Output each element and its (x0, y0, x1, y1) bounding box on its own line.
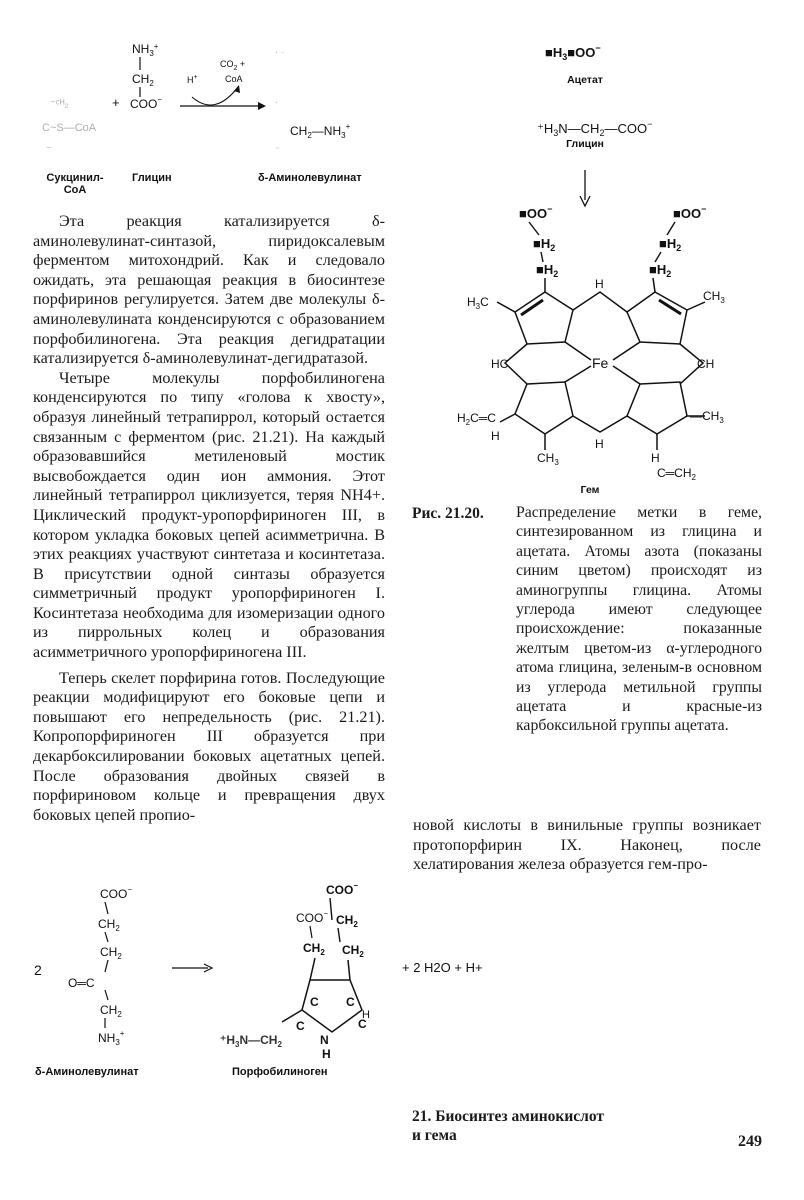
svg-text:H2C═C: $H_2C═C$ (457, 411, 496, 427)
label-aminolevulinate: δ-Аминолевулинат (258, 172, 362, 184)
glycine-label: Глицин (566, 138, 604, 150)
svg-text:COO−: COO− (326, 881, 359, 897)
svg-text:CH2: $CH_2$ (303, 941, 325, 957)
svg-text:H: H (595, 437, 604, 451)
svg-text:HC: HC (491, 357, 509, 371)
svg-text:H: H (595, 277, 604, 291)
label-ala-bottom: δ-Аминолевулинат (35, 1066, 139, 1078)
heme-label: Гем (580, 484, 600, 496)
svg-text:N: N (320, 1033, 329, 1047)
svg-text:H3C: $H_3C$ (467, 295, 489, 311)
svg-text:⁺H3N—CH2—COO−: $^+H_3N—CH_2—COO^-$ (537, 119, 653, 138)
svg-text:H: H (651, 451, 660, 465)
svg-text:■H2: $■H_2$ (649, 262, 672, 279)
svg-text:H+: H+ (187, 74, 198, 85)
svg-text:C═CH2: $C═CH_2$ (657, 466, 696, 482)
svg-text:COO−: COO− (100, 885, 133, 901)
acetate-label: Ацетат (567, 74, 603, 86)
succinyl-coa-faded-structure (42, 98, 97, 156)
reaction-porphobilinogen (20, 880, 520, 1080)
chapter-title (412, 1107, 604, 1145)
svg-text:CH2: $CH_2$ (342, 943, 364, 959)
svg-text:CoA: CoA (225, 74, 243, 84)
svg-text:CH2: $CH_2$ (100, 1003, 122, 1019)
svg-text:■H2: $■H_2$ (533, 236, 556, 253)
paragraph-3: Теперь скелет порфирина готов. Последующие реакции модифицируют его боковые цепи и повышают его непредельность (рис. 21.21). Копропорфириноген III образуется при декарбоксилировании боковых ацетатных цепей. После образования двойных связей в порфириновом кольце и превращения двух боковых цепей пропио- (33, 668, 385, 824)
svg-text:⁺H3N—CH2: $^+H_3N—CH_2$ (220, 1033, 282, 1049)
reaction2-scheme (20, 880, 520, 1080)
heme-structure-diagram (405, 30, 795, 500)
svg-text:C: C (310, 995, 319, 1009)
svg-text:■H2: $■H_2$ (659, 236, 682, 253)
svg-text:COO−: COO− (296, 909, 329, 925)
svg-text:CH2: $CH_2$ (132, 72, 154, 88)
label-succinyl-coa: Сукцинил- CoA (46, 172, 104, 196)
left-column-text (33, 212, 385, 825)
svg-text:■OO−: ■OO− (519, 204, 553, 221)
svg-text:⁻: ⁻ (275, 145, 281, 156)
svg-text:⁻ᶜᴴ₂: ⁻ᶜᴴ₂ (50, 98, 69, 110)
right-paragraph: новой кислоты в винильные группы возникает протопорфирин IX. Наконец, после хелатирования железа образуется гем-про- (413, 816, 761, 874)
acetate-formula-graphic: $■H_3■OO^-$ (545, 43, 601, 62)
figure-caption-number: Рис. 21.20. (412, 505, 484, 522)
svg-text:CH2: $CH_2$ (98, 917, 120, 933)
svg-text:· ·: · · (275, 47, 285, 58)
svg-text:CH2: $CH_2$ (100, 945, 122, 961)
svg-text:C~S—CoA: C~S—CoA (42, 122, 97, 134)
paragraph-2: Четыре молекулы порфобилиногена конденсируются по типу «голова к хвосту», образуя линейный тетрапиррол, который остается связанным с ферментом (рис. 21.21). На каждый образовавшийся метиленовый мостик высвобождается один ион аммония. Этот линейный тетрапиррол циклизуется, теряя NH4+. Циклический продукт-уропорфириноген III, в котором укладка боковых цепей асимметрична. В этих реакциях участвуют синтетаза и косинтетаза. В присутствии одной синтазы образуется симметричный продукт уропорфириноген I. Косинтетаза необходима для изомеризации одного из пиррольных колец и образования асимметричного уропорфириногена III. (33, 368, 385, 662)
svg-text:H: H (491, 429, 500, 443)
svg-text:NH3+: $NH_3^+$ (132, 42, 159, 58)
svg-text:CH3: $CH_3$ (703, 289, 725, 305)
svg-text:NH3+: $NH_3^+$ (98, 1029, 125, 1047)
svg-text:O═C: O═C (68, 976, 95, 990)
svg-text:■H2: $■H_2$ (536, 262, 559, 279)
chapter-title-line1: 21. Биосинтез аминокислот (412, 1108, 605, 1125)
svg-text:CO2 +: $CO_2$ + (220, 59, 246, 72)
label-glycine: Глицин (132, 172, 172, 184)
svg-text:COO−: COO− (130, 95, 163, 111)
iron-atom: Fe (592, 355, 609, 371)
svg-text:CH: CH (697, 357, 715, 371)
plus-sign: + (112, 95, 120, 110)
stoichiometric-coefficient: 2 (34, 962, 42, 978)
heme-figure (405, 30, 795, 500)
svg-text:CH2—NH3+: $CH_2—NH_3^+$ (290, 122, 351, 140)
svg-text:CH2: $CH_2$ (336, 913, 358, 929)
svg-text:C: C (358, 1017, 367, 1031)
page-number: 249 (738, 1133, 762, 1150)
svg-text:·: · (275, 97, 279, 108)
svg-text:⁻: ⁻ (46, 144, 52, 156)
label-porphobilinogen: Порфобилиноген (232, 1066, 328, 1078)
paragraph-1: Эта реакция катализируется δ-аминолевулинат-синтазой, пиридоксалевым ферментом митохондрий. Как и следовало ожидать, эта решающая реакция в биосинтезе порфиринов регулируется. Затем две молекулы δ-аминолевулината конденсируются с образованием порфобилиногена. Эта реакция дегидратации катализируется δ-аминолевулинат-дегидратазой. (33, 212, 385, 368)
reaction-products: + 2 H2O + H+ (402, 960, 483, 975)
right-column-text (413, 816, 761, 875)
svg-text:CH3: $CH_3$ (537, 451, 559, 467)
figure-caption-text: Распределение метки в геме, синтезированном из глицина и ацетата. Атомы азота (показаны синим цветом) происходят из аминогруппы глицина. Атомы углерода имеют следующее происхождение: показанные желтым цветом-из α-углеродного атома глицина, зеленым-в основном из углерода метильной группы ацетата и красные-из карбоксильной группы ацетата. (516, 504, 762, 735)
svg-text:—CH3: $—CH_3$ (690, 409, 724, 425)
svg-text:C: C (346, 995, 355, 1009)
svg-text:■OO−: ■OO− (673, 204, 707, 221)
chapter-title-line2: и гема (412, 1127, 457, 1144)
svg-text:H: H (322, 1047, 331, 1061)
svg-text:H: H (362, 1009, 370, 1021)
svg-text:C: C (296, 1019, 305, 1033)
